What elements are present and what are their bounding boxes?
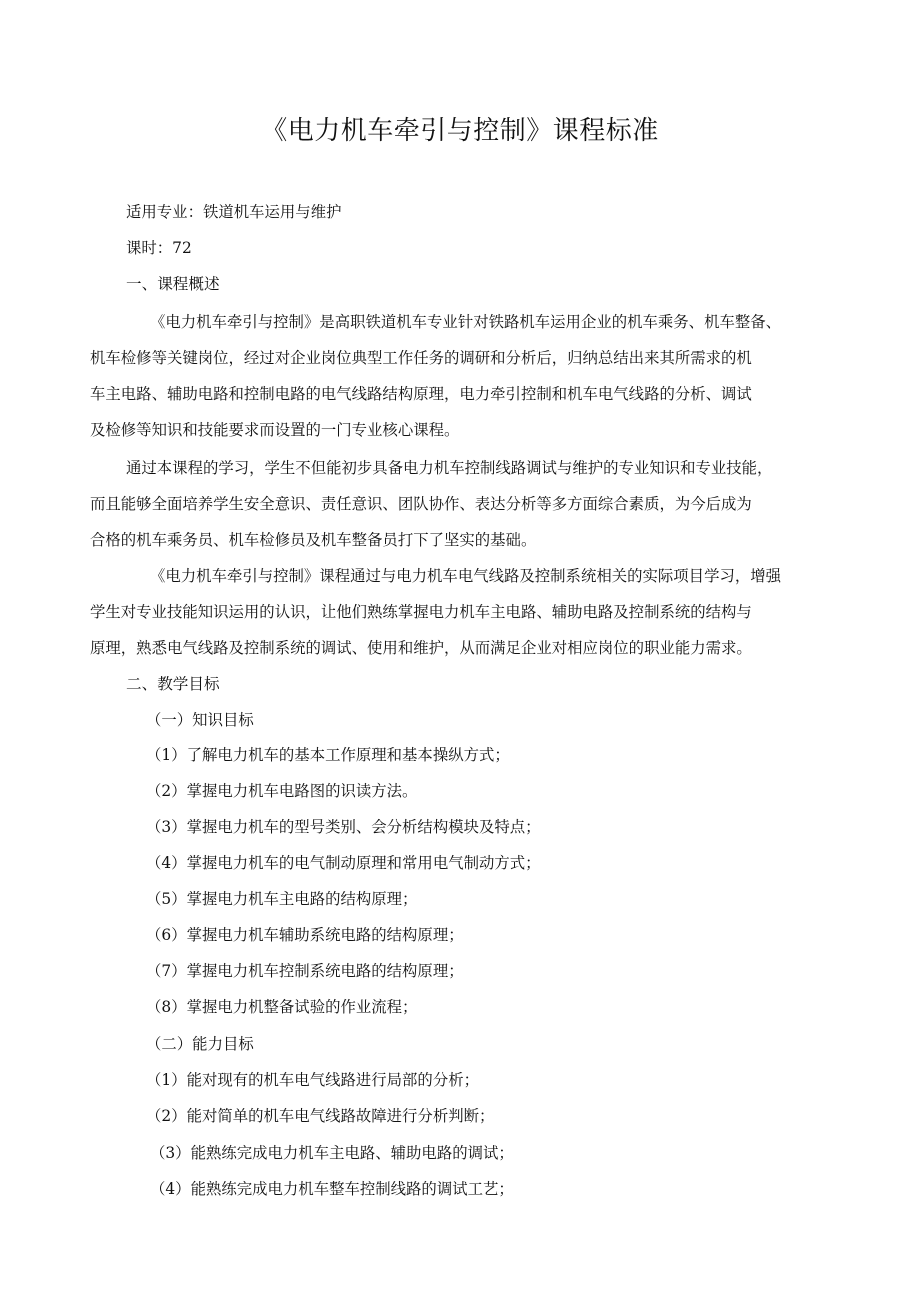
overview-para3-line: 《电力机车牵引与控制》课程通过与电力机车电气线路及控制系统相关的实际项目学习，增强 bbox=[150, 567, 782, 585]
applicable-major: 适用专业：铁道机车运用与维护 bbox=[126, 203, 342, 221]
section-heading-overview: 一、课程概述 bbox=[126, 275, 220, 293]
overview-para1-line: 《电力机车牵引与控制》是高职铁道机车专业针对铁路机车运用企业的机车乘务、机车整备、 bbox=[150, 313, 782, 331]
overview-para2-line: 而且能够全面培养学生安全意识、责任意识、团队协作、表达分析等多方面综合素质，为今后成为 bbox=[90, 495, 752, 513]
overview-para2-line: 通过本课程的学习，学生不但能初步具备电力机车控制线路调试与维护的专业知识和专业技能， bbox=[126, 459, 773, 477]
overview-para3-line: 学生对专业技能知识运用的认识，让他们熟练掌握电力机车主电路、辅助电路及控制系统的结构与 bbox=[90, 603, 752, 621]
ability-item: （1）能对现有的机车电气线路进行局部的分析； bbox=[146, 1071, 479, 1089]
knowledge-item: （7）掌握电力机车控制系统电路的结构原理； bbox=[146, 962, 464, 980]
knowledge-item: （4）掌握电力机车的电气制动原理和常用电气制动方式； bbox=[146, 854, 541, 872]
overview-para2-line: 合格的机车乘务员、机车检修员及机车整备员打下了坚实的基础。 bbox=[90, 531, 537, 549]
section-heading-objectives: 二、教学目标 bbox=[126, 675, 220, 693]
knowledge-item: （3）掌握电力机车的型号类别、会分析结构模块及特点； bbox=[146, 818, 541, 836]
overview-para1-line: 车主电路、辅助电路和控制电路的电气线路结构原理，电力牵引控制和机车电气线路的分析、调试 bbox=[90, 385, 752, 403]
course-hours: 课时：72 bbox=[126, 239, 192, 257]
ability-item: （3）能熟练完成电力机车主电路、辅助电路的调试； bbox=[150, 1144, 514, 1162]
knowledge-item: （2）掌握电力机车电路图的识读方法。 bbox=[146, 782, 418, 800]
document-title: 《电力机车牵引与控制》课程标准 bbox=[261, 116, 659, 146]
knowledge-item: （8）掌握电力机整备试验的作业流程； bbox=[146, 998, 418, 1016]
overview-para1-line: 及检修等知识和技能要求而设置的一门专业核心课程。 bbox=[90, 421, 460, 439]
overview-para1-line: 机车检修等关键岗位，经过对企业岗位典型工作任务的调研和分析后，归纳总结出来其所需求的机 bbox=[90, 349, 752, 367]
subsection-heading-knowledge: （一）知识目标 bbox=[146, 711, 254, 729]
overview-para3-line: 原理，熟悉电气线路及控制系统的调试、使用和维护，从而满足企业对相应岗位的职业能力需求。 bbox=[90, 639, 752, 657]
knowledge-item: （1）了解电力机车的基本工作原理和基本操纵方式； bbox=[146, 746, 510, 764]
knowledge-item: （5）掌握电力机车主电路的结构原理； bbox=[146, 890, 418, 908]
subsection-heading-ability: （二）能力目标 bbox=[146, 1035, 254, 1053]
knowledge-item: （6）掌握电力机车辅助系统电路的结构原理； bbox=[146, 926, 464, 944]
ability-item: （2）能对简单的机车电气线路故障进行分析判断； bbox=[146, 1107, 495, 1125]
ability-item: （4）能熟练完成电力机车整车控制线路的调试工艺； bbox=[150, 1180, 514, 1198]
